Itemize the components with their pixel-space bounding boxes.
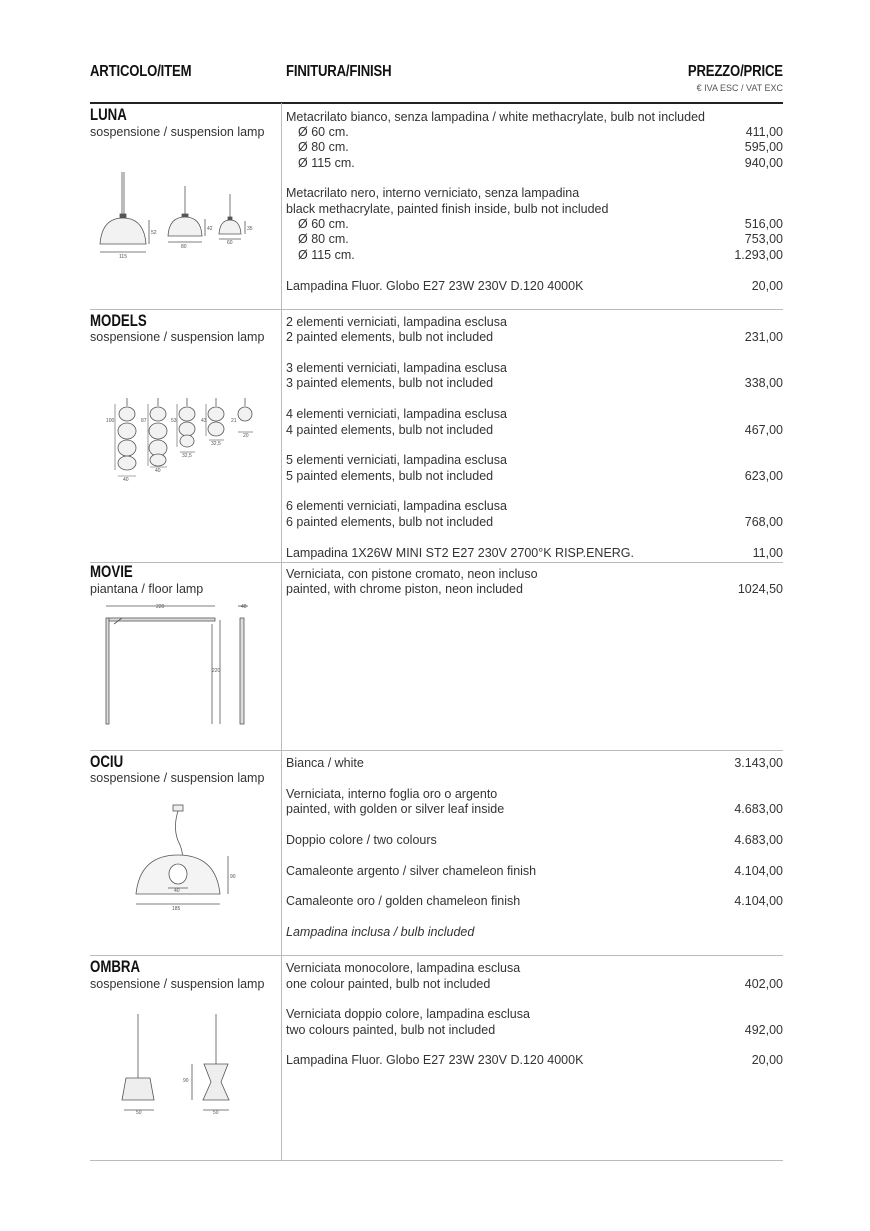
dim-label: 50: [213, 1110, 219, 1116]
ombra-lamp-drawing: [110, 1010, 240, 1120]
price: 231,00: [744, 330, 783, 344]
finish-line: Bianca / white: [286, 756, 364, 770]
dim-label: 35: [247, 226, 253, 232]
luna-lamp-drawing: [95, 168, 255, 260]
dim-label: 185: [172, 906, 181, 912]
size-option: Ø 80 cm.: [298, 232, 349, 246]
finish-line: 2 painted elements, bulb not included: [286, 330, 494, 344]
dim-label: 90: [230, 874, 236, 880]
price: 338,00: [744, 376, 783, 390]
dim-label: 80: [181, 244, 187, 250]
column-header-item: ARTICOLO/ITEM: [90, 63, 192, 80]
dim-label: 60: [227, 240, 233, 246]
size-option: Ø 115 cm.: [298, 156, 355, 170]
price: 768,00: [744, 515, 783, 529]
vat-note: € IVA ESC / VAT EXC: [696, 83, 783, 93]
finish-line: 4 elementi verniciati, lampadina esclusa: [286, 407, 507, 421]
dim-label: 40: [155, 468, 161, 474]
finish-line: Metacrilato nero, interno verniciato, senza lampadina: [286, 186, 580, 200]
product-name: MOVIE: [90, 562, 133, 581]
dim-label: 220: [212, 668, 221, 674]
dim-label: 220: [156, 604, 165, 610]
price: 516,00: [744, 217, 783, 231]
finish-line: 5 elementi verniciati, lampadina esclusa: [286, 453, 507, 467]
finish-line: Verniciata, con pistone cromato, neon incluso: [286, 567, 538, 581]
product-type: sospensione / suspension lamp: [90, 977, 265, 991]
finish-line: 6 elementi verniciati, lampadina esclusa: [286, 499, 507, 513]
finish-line: two colours painted, bulb not included: [286, 1023, 496, 1037]
row-divider: [90, 309, 783, 310]
finish-line: 5 painted elements, bulb not included: [286, 469, 494, 483]
price: 492,00: [744, 1023, 783, 1037]
price: 3.143,00: [734, 756, 783, 770]
finish-line: Metacrilato bianco, senza lampadina / white methacrylate, bulb not included: [286, 110, 705, 124]
size-option: Ø 60 cm.: [298, 125, 349, 139]
column-header-finish: FINITURA/FINISH: [286, 63, 392, 80]
dim-label: 100: [106, 418, 115, 424]
finish-line: Verniciata, interno foglia oro o argento: [286, 787, 498, 801]
row-divider: [90, 562, 783, 563]
dim-label: 53: [171, 418, 177, 424]
price: 595,00: [744, 140, 783, 154]
column-divider: [281, 103, 282, 1161]
product-type: sospensione / suspension lamp: [90, 330, 265, 344]
product-type: piantana / floor lamp: [90, 582, 204, 596]
table-bottom-divider: [90, 1160, 783, 1161]
price: 467,00: [744, 423, 783, 437]
dim-label: 87: [141, 418, 147, 424]
price: 753,00: [744, 232, 783, 246]
row-divider: [90, 955, 783, 956]
finish-line: painted, with golden or silver leaf inside: [286, 802, 505, 816]
finish-line: Camaleonte argento / silver chameleon finish: [286, 864, 537, 878]
price: 4.104,00: [734, 894, 783, 908]
product-type: sospensione / suspension lamp: [90, 771, 265, 785]
price: 940,00: [744, 156, 783, 170]
product-name: OMBRA: [90, 957, 141, 976]
dim-label: 21: [231, 418, 237, 424]
size-option: Ø 60 cm.: [298, 217, 349, 231]
product-type: sospensione / suspension lamp: [90, 125, 265, 139]
price: 411,00: [745, 125, 783, 139]
finish-line: painted, with chrome piston, neon included: [286, 582, 523, 596]
header-divider: [90, 102, 783, 104]
finish-line: Doppio colore / two colours: [286, 833, 437, 847]
price: 11,00: [752, 546, 783, 560]
models-lamp-drawing: [105, 396, 255, 482]
price: 4.683,00: [734, 802, 783, 816]
dim-label: 48: [241, 604, 247, 610]
row-divider: [90, 750, 783, 751]
price: 402,00: [744, 977, 783, 991]
finish-line: Camaleonte oro / golden chameleon finish: [286, 894, 521, 908]
price: 20,00: [751, 279, 783, 293]
finish-line: Verniciata doppio colore, lampadina esclusa: [286, 1007, 530, 1021]
product-name: LUNA: [90, 105, 127, 124]
dim-label: 42: [207, 226, 213, 232]
finish-line: one colour painted, bulb not included: [286, 977, 491, 991]
price: 1.293,00: [734, 248, 783, 262]
finish-line: 4 painted elements, bulb not included: [286, 423, 494, 437]
product-name: MODELS: [90, 311, 147, 330]
bulb-line: Lampadina 1X26W MINI ST2 E27 230V 2700°K RISP.ENERG.: [286, 546, 635, 560]
finish-line: 3 elementi verniciati, lampadina esclusa: [286, 361, 507, 375]
dim-label: 52: [151, 230, 157, 236]
size-option: Ø 80 cm.: [298, 140, 349, 154]
dim-label: 43: [201, 418, 207, 424]
price: 1024,50: [737, 582, 783, 596]
column-header-price: PREZZO/PRICE: [688, 63, 783, 80]
ociu-lamp-drawing: [130, 800, 250, 915]
movie-lamp-drawing: [100, 600, 260, 730]
size-option: Ø 115 cm.: [298, 248, 355, 262]
dim-label: 40: [123, 477, 129, 482]
finish-line: 2 elementi verniciati, lampadina esclusa: [286, 315, 507, 329]
bulb-note: Lampadina inclusa / bulb included: [286, 925, 475, 939]
bulb-line: Lampadina Fluor. Globo E27 23W 230V D.120 4000K: [286, 1053, 584, 1067]
finish-line: 3 painted elements, bulb not included: [286, 376, 494, 390]
price: 4.104,00: [734, 864, 783, 878]
price: 20,00: [751, 1053, 783, 1067]
dim-label: 32,5: [182, 453, 192, 459]
product-name: OCIU: [90, 752, 124, 771]
finish-line: 6 painted elements, bulb not included: [286, 515, 494, 529]
price: 623,00: [744, 469, 783, 483]
dim-label: 20: [243, 433, 249, 439]
dim-label: 50: [136, 1110, 142, 1116]
dim-label: 40: [174, 888, 180, 894]
finish-line: Verniciata monocolore, lampadina esclusa: [286, 961, 521, 975]
price: 4.683,00: [734, 833, 783, 847]
dim-label: 32,5: [211, 441, 221, 447]
dim-label: 90: [183, 1078, 189, 1084]
bulb-line: Lampadina Fluor. Globo E27 23W 230V D.120 4000K: [286, 279, 584, 293]
finish-line: black methacrylate, painted finish inside, bulb not included: [286, 202, 609, 216]
dim-label: 115: [119, 254, 127, 260]
